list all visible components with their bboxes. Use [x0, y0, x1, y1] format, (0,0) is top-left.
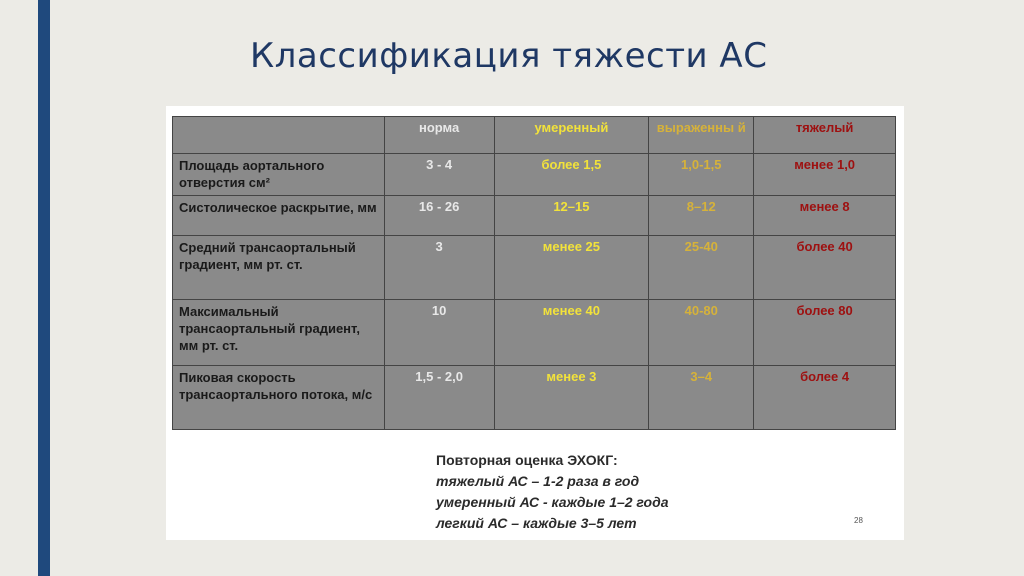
norm-cell: 3 — [384, 236, 494, 300]
param-cell: Площадь аортального отверстия см² — [173, 154, 385, 196]
pronounced-cell: 8–12 — [649, 196, 754, 236]
accent-bar — [38, 0, 50, 576]
table-row — [173, 366, 896, 430]
pronounced-cell: 40-80 — [649, 300, 754, 366]
slide-title: Классификация тяжести АС — [250, 36, 768, 76]
table-row — [173, 196, 896, 236]
severe-cell: более 4 — [754, 366, 896, 430]
param-cell: Средний трансаортальный градиент, мм рт. ст. — [173, 236, 385, 300]
moderate-cell: более 1,5 — [494, 154, 649, 196]
echo-followup-notes — [436, 450, 669, 534]
param-cell: Максимальный трансаортальный градиент, мм рт. ст. — [173, 300, 385, 366]
table-row — [173, 300, 896, 366]
notes-line: легкий АС – каждые 3–5 лет — [436, 515, 637, 531]
header-pronounced: выраженны й — [649, 117, 754, 154]
notes-heading: Повторная оценка ЭХОКГ: — [436, 452, 618, 468]
classification-image — [166, 106, 904, 540]
param-cell: Пиковая скорость трансаортального потока, м/с — [173, 366, 385, 430]
moderate-cell: 12–15 — [494, 196, 649, 236]
norm-cell: 1,5 - 2,0 — [384, 366, 494, 430]
norm-cell: 10 — [384, 300, 494, 366]
table-row — [173, 236, 896, 300]
header-param — [173, 117, 385, 154]
header-moderate: умеренный — [494, 117, 649, 154]
severe-cell: более 80 — [754, 300, 896, 366]
severe-cell: более 40 — [754, 236, 896, 300]
pronounced-cell: 1,0-1,5 — [649, 154, 754, 196]
severe-cell: менее 1,0 — [754, 154, 896, 196]
header-norm: норма — [384, 117, 494, 154]
header-severe: тяжелый — [754, 117, 896, 154]
table-row — [173, 154, 896, 196]
page-number: 28 — [854, 516, 863, 525]
table-header-row — [173, 117, 896, 154]
moderate-cell: менее 40 — [494, 300, 649, 366]
moderate-cell: менее 25 — [494, 236, 649, 300]
norm-cell: 3 - 4 — [384, 154, 494, 196]
notes-line: умеренный АС - каждые 1–2 года — [436, 494, 669, 510]
pronounced-cell: 25-40 — [649, 236, 754, 300]
severe-cell: менее 8 — [754, 196, 896, 236]
severity-table — [172, 116, 896, 430]
pronounced-cell: 3–4 — [649, 366, 754, 430]
param-cell: Систолическое раскрытие, мм — [173, 196, 385, 236]
notes-line: тяжелый АС – 1-2 раза в год — [436, 473, 640, 489]
moderate-cell: менее 3 — [494, 366, 649, 430]
norm-cell: 16 - 26 — [384, 196, 494, 236]
